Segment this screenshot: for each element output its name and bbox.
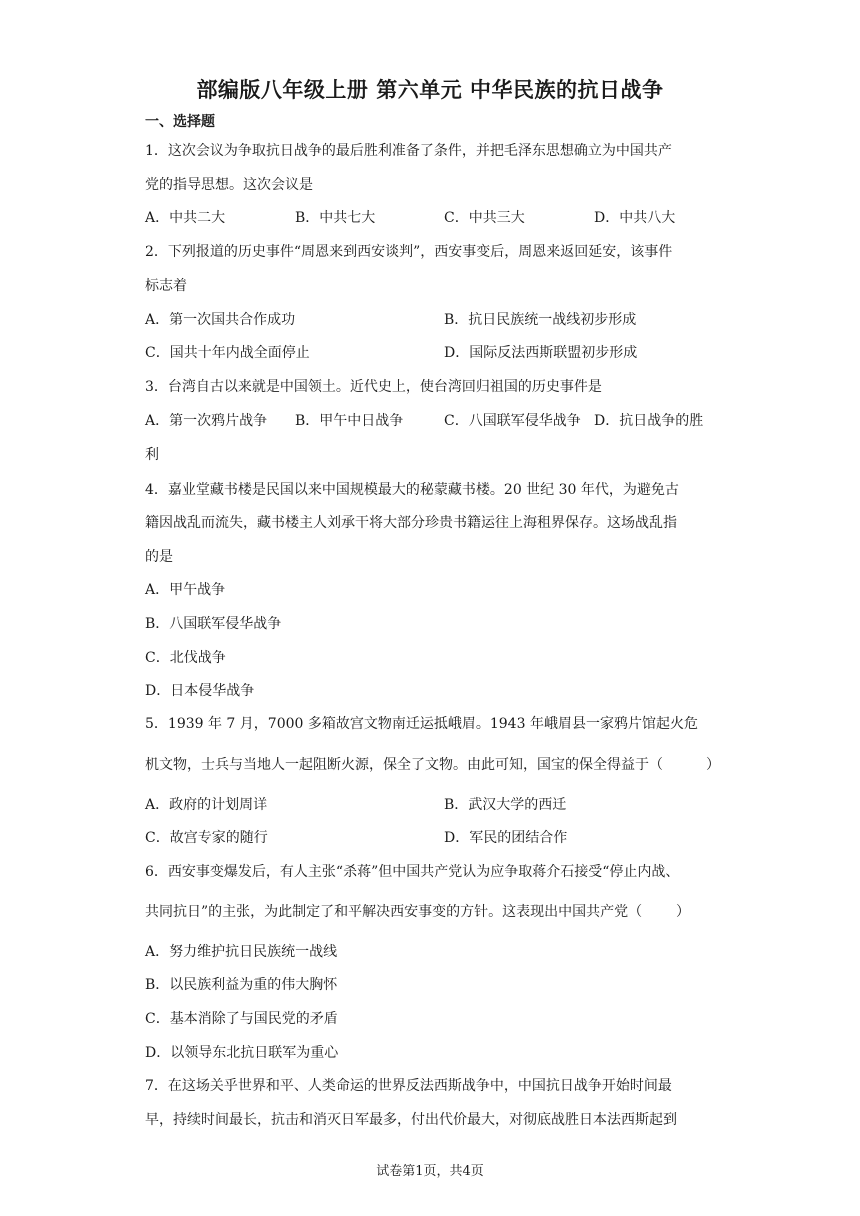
q2-option-d: D．国际反法西斯联盟初步形成 <box>444 345 638 361</box>
q5-line-2: 机文物，士兵与当地人一起阻断火源，保全了文物。由此可知，国宝的保全得益于（ <box>145 757 663 773</box>
q5-answer-blank-close: ） <box>706 757 720 773</box>
q7-line-1: 7．在这场关乎世界和平、人类命运的世界反法西斯战争中，中国抗日战争开始时间最 <box>145 1078 672 1094</box>
q1-option-c: C．中共三大 <box>444 210 525 226</box>
q2-line-1: 2．下列报道的历史事件“周恩来到西安谈判”，西安事变后，周恩来返回延安，该事件 <box>145 244 673 260</box>
q1-option-a: A．中共二大 <box>145 210 226 226</box>
q3-option-d: D．抗日战争的胜 <box>594 413 704 429</box>
q4-option-b: B．八国联军侵华战争 <box>145 616 282 632</box>
q5-option-b: B．武汉大学的西迁 <box>444 797 567 813</box>
q6-option-c: C．基本消除了与国民党的矛盾 <box>145 1011 338 1027</box>
q5-option-c: C．故宫专家的随行 <box>145 830 268 846</box>
q3-option-a: A．第一次鸦片战争 <box>145 413 268 429</box>
q5-option-d: D．军民的团结合作 <box>444 830 568 846</box>
q3-option-b: B．甲午中日战争 <box>295 413 404 429</box>
q4-line-3: 的是 <box>145 549 173 565</box>
q7-line-2: 早，持续时间最长，抗击和消灭日军最多，付出代价最大，对彻底战胜日本法西斯起到 <box>145 1112 677 1128</box>
q6-option-a: A．努力维护抗日民族统一战线 <box>145 944 338 960</box>
q4-line-2: 籍因战乱而流失，藏书楼主人刘承干将大部分珍贵书籍运往上海租界保存。这场战乱指 <box>145 515 677 531</box>
q6-line-1: 6．西安事变爆发后，有人主张“杀蒋”但中国共产党认为应争取蒋介石接受“停止内战、 <box>145 864 680 880</box>
q4-option-d: D．日本侵华战争 <box>145 683 255 699</box>
section-heading: 一、选择题 <box>145 114 215 130</box>
q3-line-1: 3．台湾自古以来就是中国领土。近代史上，使台湾回归祖国的历史事件是 <box>145 379 602 395</box>
q3-option-c: C．八国联军侵华战争 <box>444 413 581 429</box>
q1-option-b: B．中共七大 <box>295 210 376 226</box>
page-title: 部编版八年级上册 第六单元 中华民族的抗日战争 <box>196 78 664 102</box>
q6-option-b: B．以民族利益为重的伟大胸怀 <box>145 977 338 993</box>
page-footer: 试卷第1页，共4页 <box>376 1164 484 1179</box>
q2-option-b: B．抗日民族统一战线初步形成 <box>444 312 637 328</box>
q5-line-1: 5．1939 年 7 月，7000 多箱故宫文物南迁运抵峨眉。1943 年峨眉县一家鸦片馆起火危 <box>145 716 698 732</box>
q2-line-2: 标志着 <box>145 278 187 294</box>
q4-option-c: C．北伐战争 <box>145 650 226 666</box>
q6-line-2: 共同抗日”的主张，为此制定了和平解决西安事变的方针。这表现出中国共产党（ <box>145 904 643 920</box>
q5-option-a: A．政府的计划周详 <box>145 797 268 813</box>
q4-option-a: A．甲午战争 <box>145 582 226 598</box>
q6-answer-blank-close: ） <box>676 904 690 920</box>
q4-line-1: 4．嘉业堂藏书楼是民国以来中国规模最大的秘蒙藏书楼。20 世纪 30 年代，为避免古 <box>145 482 679 498</box>
q2-option-a: A．第一次国共合作成功 <box>145 312 296 328</box>
q2-option-c: C．国共十年内战全面停止 <box>145 345 310 361</box>
q1-line-2: 党的指导思想。这次会议是 <box>145 177 313 193</box>
q6-option-d: D．以领导东北抗日联军为重心 <box>145 1045 339 1061</box>
q3-option-d-wrap: 利 <box>145 447 159 463</box>
q1-option-d: D．中共八大 <box>594 210 676 226</box>
q1-line-1: 1．这次会议为争取抗日战争的最后胜利准备了条件，并把毛泽东思想确立为中国共产 <box>145 143 672 159</box>
